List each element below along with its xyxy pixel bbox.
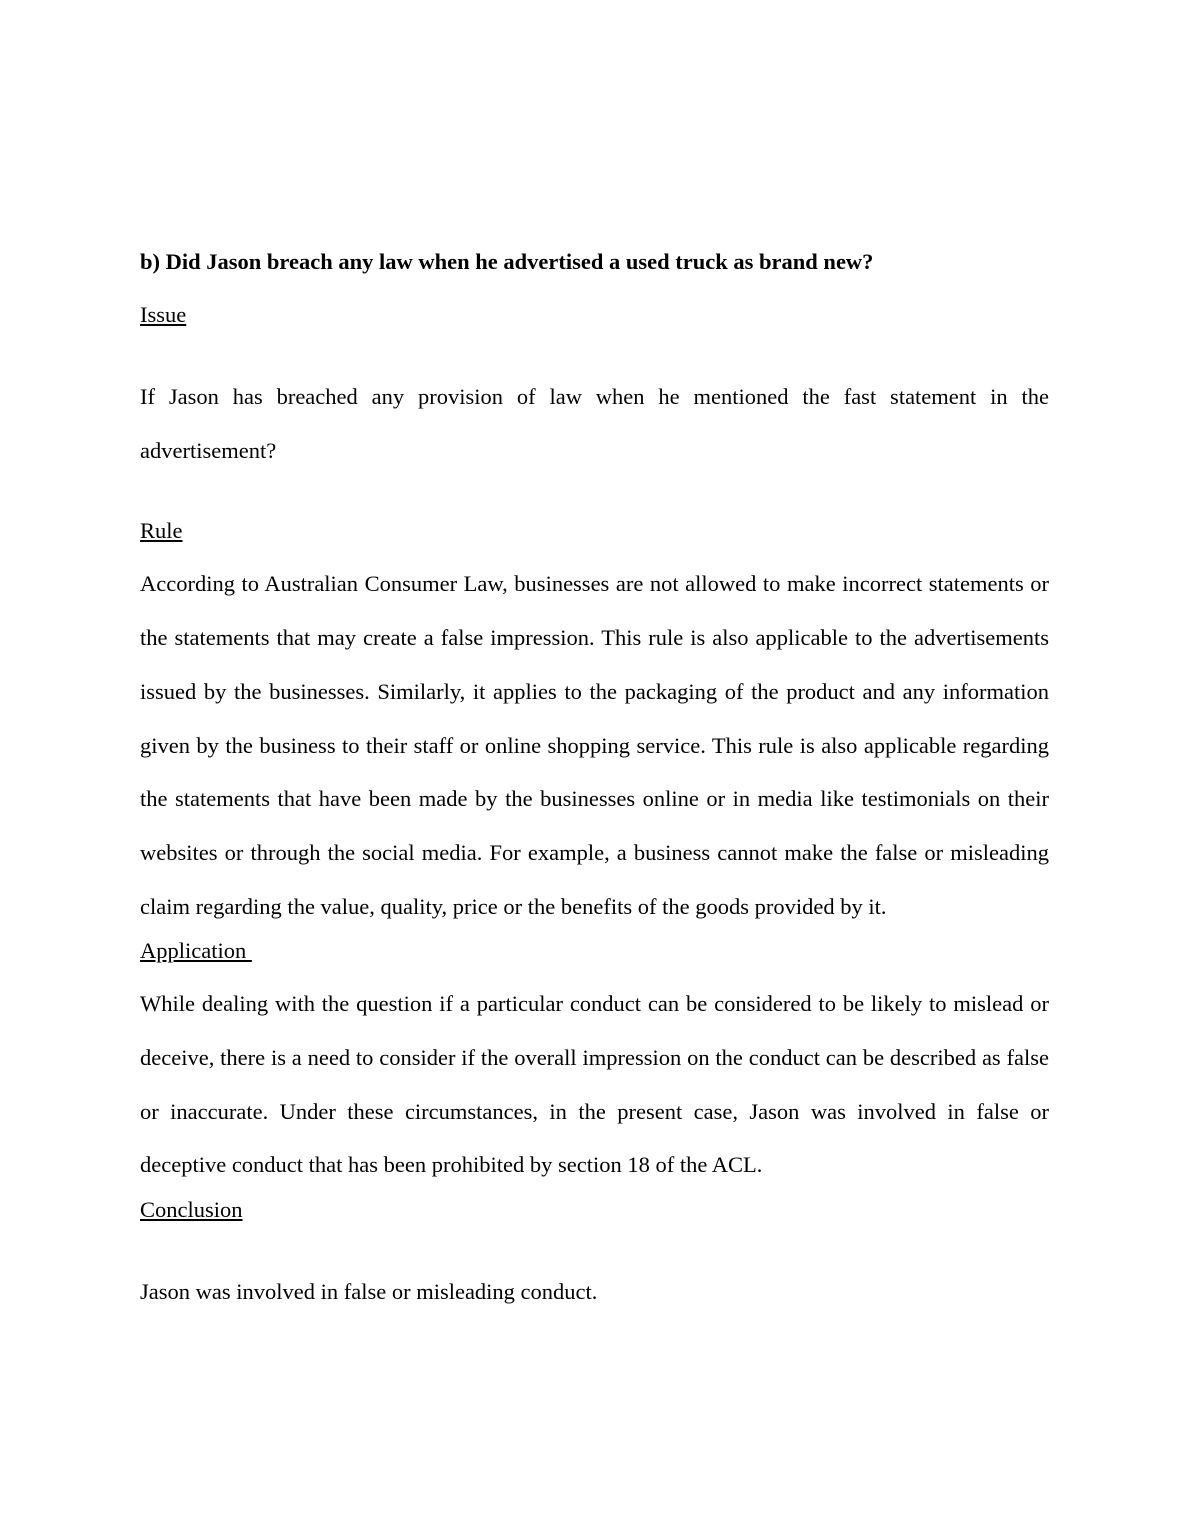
issue-paragraph: If Jason has breached any provision of law when he mentioned the fast statement in the advertisement? bbox=[140, 384, 1049, 463]
application-paragraph: While dealing with the question if a particular conduct can be considered to be likely to mislead or deceive, there is a need to consider if the overall impression on the conduct can be described as false or inaccurate. Under these circumstances, in the present case, Jason was involved in false or deceptive conduct that has been prohibited by section 18 of the ACL. bbox=[140, 991, 1049, 1178]
rule-heading: Rule bbox=[140, 518, 183, 544]
question-heading: b) Did Jason breach any law when he advertised a used truck as brand new? bbox=[140, 249, 874, 274]
rule-paragraph: According to Australian Consumer Law, businesses are not allowed to make incorrect statements or the statements that may create a false impression. This rule is also applicable to the advertisements issued by the businesses. Similarly, it applies to the packaging of the product and any information given by the business to their staff or online shopping service. This rule is also applicable regarding the statements that have been made by the businesses online or in media like testimonials on their websites or through the social media. For example, a business cannot make the false or misleading claim regarding the value, quality, price or the benefits of the goods provided by it. bbox=[140, 571, 1049, 919]
conclusion-paragraph: Jason was involved in false or misleading conduct. bbox=[140, 1279, 598, 1305]
conclusion-heading: Conclusion bbox=[140, 1197, 243, 1223]
application-heading: Application bbox=[140, 938, 252, 964]
issue-heading: Issue bbox=[140, 302, 187, 327]
document-body bbox=[140, 244, 1049, 1319]
